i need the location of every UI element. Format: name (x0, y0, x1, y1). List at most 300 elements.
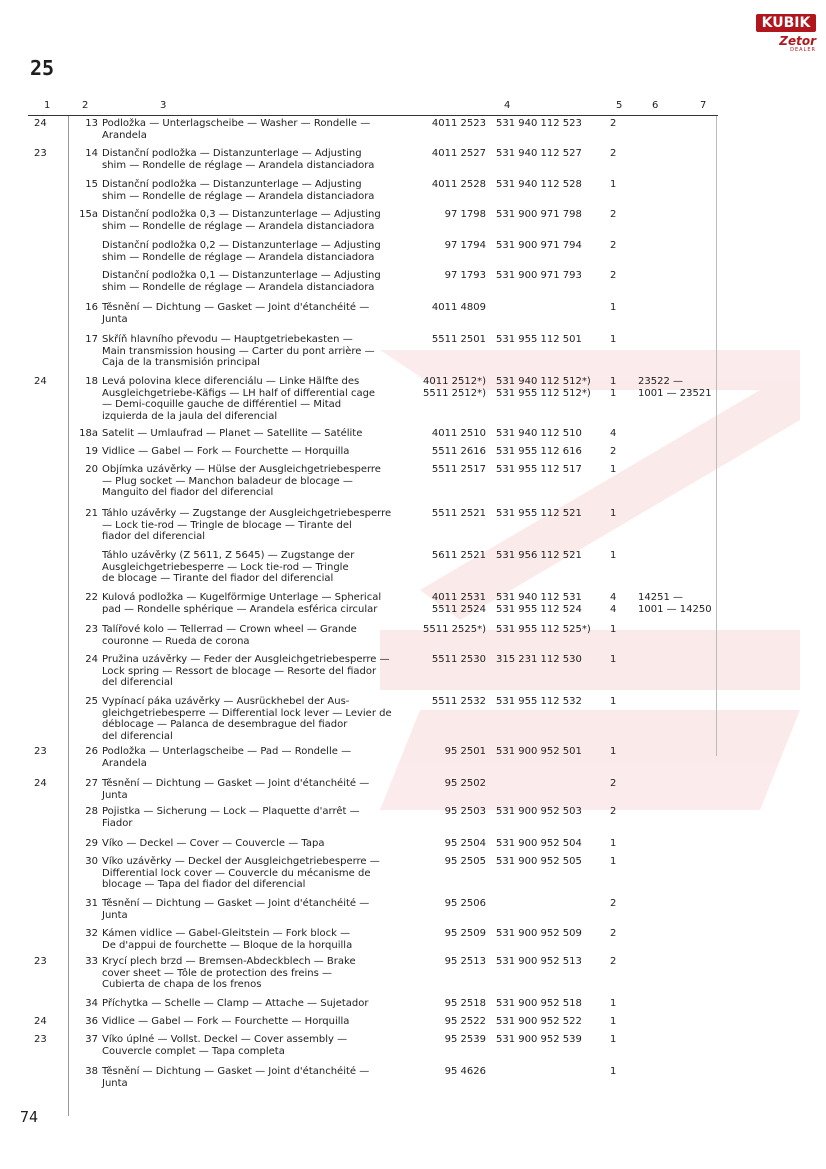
order-number-line: 531 940 112 523 (496, 118, 582, 129)
part-number (422, 209, 486, 221)
position-number: 13 (85, 118, 98, 129)
part-number (422, 838, 486, 850)
quantity-line: 1 (610, 1016, 617, 1027)
part-number-line: 5511 2616 (431, 446, 486, 457)
logo-brand: Zetor (779, 34, 816, 48)
part-description-line: Arandela (102, 757, 147, 769)
quantity-line: 1 (610, 838, 617, 849)
part-number-line: 5511 2524 (431, 603, 486, 615)
part-description-line: Ausgleichgetriebe-Käfigs — LH half of differential cage (102, 387, 376, 399)
quantity (610, 270, 624, 282)
quantity (610, 778, 624, 790)
order-number (496, 209, 596, 221)
part-description-line: — Demi-coquille gauche de différentiel — Mitad (102, 399, 342, 410)
part-description-line: Skříň hlavního převodu — Hauptgetriebekasten — (102, 334, 353, 345)
part-description-line: Podložka — Unterlagscheibe — Washer — Rondelle — (102, 118, 371, 129)
part-description-line: cover sheet — Tôle de protection des freins — (102, 967, 333, 979)
quantity-line: 2 (610, 928, 617, 939)
quantity-line: 1 (610, 654, 617, 665)
part-description-line: de blocage — Tirante del fiador del diferencial (102, 573, 334, 584)
order-number (496, 1016, 596, 1028)
part-number-line: 95 2522 (444, 1016, 486, 1027)
part-description (102, 998, 420, 1010)
part-description-line: Cubierta de chapa de los frenos (102, 979, 262, 990)
part-number (422, 592, 486, 615)
position-number: 25 (85, 696, 98, 707)
part-description-line: Táhlo uzávěrky (Z 5611, Z 5645) — Zugstange der (102, 550, 355, 561)
order-number-line: 531 900 952 501 (496, 746, 582, 757)
quantity-line: 2 (610, 209, 617, 220)
quantity-line: 1 (610, 508, 617, 519)
order-number (496, 746, 596, 758)
order-number-line: 531 955 112 525*) (496, 624, 591, 635)
part-description-line: couronne — Rueda de corona (102, 635, 250, 647)
part-description-line: Junta (102, 1077, 128, 1089)
position-number: 16 (85, 302, 98, 313)
part-description-line: pad — Rondelle sphérique — Arandela esférica circular (102, 603, 378, 615)
quantity-line: 2 (610, 446, 617, 457)
order-number (496, 956, 596, 968)
order-number (496, 446, 596, 458)
part-number-line: 4011 2527 (431, 148, 486, 159)
order-number-line: 531 955 112 501 (496, 334, 582, 345)
column-header-row (0, 100, 826, 114)
part-description-line: Distanční podložka 0,3 — Distanzunterlage — Adjusting (102, 209, 381, 220)
part-description-line: Kámen vidlice — Gabel-Gleitstein — Fork block — (102, 928, 351, 939)
quantity (610, 334, 624, 346)
figure-ref: 24 (34, 376, 47, 387)
serial-range-note (638, 376, 720, 399)
column-header: 7 (700, 100, 707, 111)
part-description (102, 592, 420, 615)
part-number (422, 928, 486, 940)
part-description-line: Junta (102, 313, 128, 325)
part-number-line: 95 2504 (444, 838, 486, 849)
quantity (610, 302, 624, 314)
part-description-line: Satelit — Umlaufrad — Planet — Satellite — Satélite (102, 428, 363, 439)
quantity (610, 209, 624, 221)
part-number-line: 5511 2525*) (423, 624, 486, 635)
part-description (102, 550, 420, 585)
part-description (102, 838, 420, 850)
quantity (610, 118, 624, 130)
order-number-line: 531 955 112 616 (496, 446, 582, 457)
part-description (102, 898, 420, 921)
part-description-line: De d'appui de fourchette — Bloque de la horquilla (102, 939, 353, 951)
part-description (102, 148, 420, 171)
part-description (102, 928, 420, 951)
quantity-line: 4 (610, 592, 617, 603)
part-description (102, 1066, 420, 1089)
part-number-line: 97 1793 (444, 270, 486, 281)
column-header: 5 (616, 100, 623, 111)
quantity (610, 1066, 624, 1078)
part-description-line: del diferencial (102, 677, 173, 688)
part-number-line: 95 2513 (444, 956, 486, 967)
part-number-line: 4011 4809 (431, 302, 486, 313)
part-description-line: shim — Rondelle de réglage — Arandela distanciadora (102, 220, 375, 232)
logo-box: KUBIK (756, 14, 816, 32)
kubik-zetor-logo (756, 14, 816, 53)
part-description-line: Arandela (102, 129, 147, 141)
part-description (102, 806, 420, 829)
part-number (422, 624, 486, 636)
quantity-line: 2 (610, 118, 617, 129)
position-number: 18a (79, 428, 98, 439)
order-number (496, 428, 596, 440)
part-number (422, 746, 486, 758)
part-description-line: Lock spring — Ressort de blocage — Resorte del fiador (102, 665, 377, 677)
part-description (102, 464, 420, 499)
part-number (422, 1066, 486, 1078)
part-number (422, 508, 486, 520)
part-description-line: Těsnění — Dichtung — Gasket — Joint d'étanchéité — (102, 898, 370, 909)
quantity-line: 1 (610, 334, 617, 345)
part-number-line: 95 2502 (444, 778, 486, 789)
quantity (610, 240, 624, 252)
part-number-line: 95 2503 (444, 806, 486, 817)
order-number-line: 531 900 952 518 (496, 998, 582, 1009)
column-header: 6 (652, 100, 659, 111)
position-number: 27 (85, 778, 98, 789)
part-description-line: shim — Rondelle de réglage — Arandela distanciadora (102, 251, 375, 263)
part-number (422, 1034, 486, 1046)
part-description-line: Levá polovina klece diferenciálu — Linke Hälfte des (102, 376, 360, 387)
part-description-line: Junta (102, 909, 128, 921)
position-number: 24 (85, 654, 98, 665)
figure-ref: 24 (34, 778, 47, 789)
quantity (610, 1034, 624, 1046)
part-description-line: Vypínací páka uzávěrky — Ausrückhebel der Aus- (102, 696, 350, 707)
quantity-line: 2 (610, 806, 617, 817)
quantity-line: 2 (610, 778, 617, 789)
order-number-line: 531 900 971 794 (496, 240, 582, 251)
part-number (422, 654, 486, 666)
order-number (496, 270, 596, 282)
part-description-line: Pojistka — Sicherung — Lock — Plaquette d'arrêt — (102, 806, 360, 817)
order-number-line: 531 940 112 528 (496, 179, 582, 190)
part-description (102, 654, 420, 689)
part-number-line: 95 2539 (444, 1034, 486, 1045)
position-number: 37 (85, 1034, 98, 1045)
part-number (422, 1016, 486, 1028)
figure-ref: 24 (34, 1016, 47, 1027)
quantity-line: 1 (610, 464, 617, 475)
quantity-line: 2 (610, 148, 617, 159)
quantity-line: 4 (610, 603, 617, 615)
serial-range-note-line: 1001 — 14250 (638, 603, 712, 615)
part-number-line: 4011 2523 (431, 118, 486, 129)
part-number (422, 240, 486, 252)
order-number (496, 508, 596, 520)
part-number (422, 550, 486, 562)
quantity (610, 148, 624, 160)
part-number-line: 5511 2501 (431, 334, 486, 345)
part-description (102, 209, 420, 232)
part-description-line: Víko — Deckel — Cover — Couvercle — Tapa (102, 838, 325, 849)
part-description (102, 376, 420, 422)
part-number-line: 5511 2517 (431, 464, 486, 475)
part-number (422, 179, 486, 191)
part-number (422, 376, 486, 399)
quantity-line: 1 (610, 746, 617, 757)
quantity (610, 550, 624, 562)
order-number (496, 624, 596, 636)
quantity (610, 838, 624, 850)
quantity (610, 746, 624, 758)
part-description (102, 179, 420, 202)
quantity (610, 998, 624, 1010)
position-number: 31 (85, 898, 98, 909)
order-number-line: 531 900 952 513 (496, 956, 582, 967)
quantity (610, 928, 624, 940)
part-number (422, 696, 486, 708)
part-description (102, 1034, 420, 1057)
part-description-line: Těsnění — Dichtung — Gasket — Joint d'étanchéité — (102, 1066, 370, 1077)
serial-range-note-line: 14251 — (638, 592, 683, 603)
quantity (610, 624, 624, 636)
position-number: 30 (85, 856, 98, 867)
part-description-line: Pružina uzávěrky — Feder der Ausgleichgetriebesperre — (102, 654, 390, 665)
order-number-line: 531 940 112 531 (496, 592, 582, 603)
order-number-line: 531 900 952 509 (496, 928, 582, 939)
part-description-line: Kulová podložka — Kugelförmige Unterlage — Spherical (102, 592, 382, 603)
part-description-line: Víko úplné — Vollst. Deckel — Cover assembly — (102, 1034, 348, 1045)
part-number-line: 95 2509 (444, 928, 486, 939)
part-description-line: Víko uzávěrky — Deckel der Ausgleichgetriebesperre — (102, 856, 380, 867)
quantity (610, 1016, 624, 1028)
part-description-line: shim — Rondelle de réglage — Arandela distanciadora (102, 159, 375, 171)
part-description-line: Junta (102, 789, 128, 801)
order-number (496, 240, 596, 252)
order-number-line: 531 900 952 505 (496, 856, 582, 867)
part-description-line: izquierda de la jaula del diferencial (102, 410, 278, 422)
order-number-line: 531 940 112 512*) (496, 376, 591, 387)
order-number (496, 148, 596, 160)
column-header: 4 (504, 100, 511, 111)
order-number (496, 806, 596, 818)
part-description-line: Fiador (102, 817, 133, 829)
quantity (610, 592, 624, 615)
part-description-line: — Plug socket — Manchon baladeur de blocage — (102, 475, 353, 487)
part-number-line: 95 4626 (444, 1066, 486, 1077)
quantity-line: 2 (610, 956, 617, 967)
order-number-line: 531 900 971 793 (496, 270, 582, 281)
part-description-line: del diferencial (102, 730, 173, 742)
figure-ref: 23 (34, 148, 47, 159)
part-description (102, 1016, 420, 1028)
order-number (496, 376, 596, 399)
quantity-line: 1 (610, 179, 617, 190)
order-number-line: 531 900 952 503 (496, 806, 582, 817)
part-number (422, 806, 486, 818)
order-number (496, 696, 596, 708)
quantity-line: 2 (610, 240, 617, 251)
part-description-line: Vidlice — Gabel — Fork — Fourchette — Horquilla (102, 1016, 350, 1027)
quantity-line: 1 (610, 387, 617, 399)
part-description (102, 302, 420, 325)
part-description-line: Těsnění — Dichtung — Gasket — Joint d'étanchéité — (102, 778, 370, 789)
part-description-line: Manguito del fiador del diferencial (102, 487, 274, 498)
quantity-line: 1 (610, 696, 617, 707)
part-description-line: Distanční podložka 0,2 — Distanzunterlage — Adjusting (102, 240, 381, 251)
header-rule (28, 115, 718, 116)
part-number-line: 97 1798 (444, 209, 486, 220)
position-number: 14 (85, 148, 98, 159)
order-number (496, 592, 596, 615)
part-description-line: gleichgetriebesperre — Differential lock lever — Levier de (102, 707, 392, 719)
position-number: 15a (79, 209, 98, 220)
part-number-line: 4011 2512*) (423, 376, 486, 387)
part-number-line: 5511 2512*) (423, 387, 486, 399)
order-number (496, 179, 596, 191)
section-number: 25 (30, 56, 55, 80)
quantity-line: 1 (610, 550, 617, 561)
part-description (102, 856, 420, 891)
quantity-line: 1 (610, 1066, 617, 1077)
position-number: 20 (85, 464, 98, 475)
quantity-line: 1 (610, 1034, 617, 1045)
figure-ref: 23 (34, 746, 47, 757)
order-number (496, 998, 596, 1010)
order-number-line: 531 940 112 527 (496, 148, 582, 159)
order-number-line: 531 940 112 510 (496, 428, 582, 439)
figure-ref: 24 (34, 118, 47, 129)
part-description-line: Těsnění — Dichtung — Gasket — Joint d'étanchéité — (102, 302, 370, 313)
part-number-line: 97 1794 (444, 240, 486, 251)
part-description (102, 240, 420, 263)
quantity (610, 654, 624, 666)
order-number (496, 118, 596, 130)
part-description-line: Main transmission housing — Carter du pont arrière — (102, 345, 375, 357)
part-description (102, 508, 420, 543)
serial-range-note (638, 592, 720, 615)
part-description-line: blocage — Tapa del fiador del diferencial (102, 879, 306, 890)
quantity (610, 428, 624, 440)
column-header: 3 (160, 100, 167, 111)
part-number (422, 464, 486, 476)
part-number (422, 898, 486, 910)
column-divider (716, 116, 717, 756)
quantity-line: 2 (610, 898, 617, 909)
page-number: 74 (20, 1108, 39, 1126)
part-number-line: 95 2505 (444, 856, 486, 867)
order-number-line: 531 900 952 522 (496, 1016, 582, 1027)
order-number-line: 531 955 112 512*) (496, 387, 591, 399)
quantity (610, 376, 624, 399)
part-description-line: Objímka uzávěrky — Hülse der Ausgleichgetriebesperre (102, 464, 381, 475)
part-description (102, 624, 420, 647)
order-number-line: 531 900 952 504 (496, 838, 582, 849)
order-number (496, 856, 596, 868)
quantity (610, 806, 624, 818)
position-number: 17 (85, 334, 98, 345)
position-number: 26 (85, 746, 98, 757)
quantity (610, 508, 624, 520)
order-number (496, 838, 596, 850)
logo-tagline: DEALER (790, 47, 816, 53)
quantity-line: 1 (610, 624, 617, 635)
position-number: 28 (85, 806, 98, 817)
quantity-line: 4 (610, 428, 617, 439)
quantity-line: 1 (610, 856, 617, 867)
part-description-line: Příchytka — Schelle — Clamp — Attache — Sujetador (102, 998, 369, 1009)
part-number (422, 956, 486, 968)
part-number (422, 428, 486, 440)
column-divider (68, 116, 69, 1116)
part-number-line: 95 2518 (444, 998, 486, 1009)
order-number (496, 928, 596, 940)
position-number: 29 (85, 838, 98, 849)
quantity (610, 446, 624, 458)
part-description (102, 118, 420, 141)
order-number (496, 550, 596, 562)
order-number-line: 315 231 112 530 (496, 654, 582, 665)
part-description-line: Caja de la transmisión principal (102, 357, 260, 368)
part-number (422, 118, 486, 130)
part-number (422, 998, 486, 1010)
part-description-line: Distanční podložka — Distanzunterlage — Adjusting (102, 148, 362, 159)
part-description (102, 270, 420, 293)
part-description-line: déblocage — Palanca de desembrague del fiador (102, 719, 348, 730)
serial-range-note-line: 1001 — 23521 (638, 387, 712, 399)
part-description-line: Differential lock cover — Couvercle du mécanisme de (102, 867, 371, 879)
part-number (422, 148, 486, 160)
part-number (422, 334, 486, 346)
quantity (610, 898, 624, 910)
part-number-line: 4011 2510 (431, 428, 486, 439)
part-description-line: — Lock tie-rod — Tringle de blocage — Tirante del (102, 519, 352, 531)
quantity (610, 956, 624, 968)
part-description-line: shim — Rondelle de réglage — Arandela distanciadora (102, 281, 375, 293)
order-number-line: 531 955 112 517 (496, 464, 582, 475)
part-description-line: Táhlo uzávěrky — Zugstange der Ausgleichgetriebesperre (102, 508, 392, 519)
part-number-line: 4011 2531 (431, 592, 486, 603)
position-number: 22 (85, 592, 98, 603)
part-description-line: Distanční podložka 0,1 — Distanzunterlage — Adjusting (102, 270, 381, 281)
part-description-line: Ausgleichgetriebesperre — Lock tie-rod — Tringle (102, 561, 349, 573)
quantity-line: 1 (610, 998, 617, 1009)
order-number (496, 334, 596, 346)
quantity (610, 696, 624, 708)
quantity-line: 1 (610, 302, 617, 313)
position-number: 32 (85, 928, 98, 939)
part-description (102, 746, 420, 769)
part-number-line: 95 2506 (444, 898, 486, 909)
part-number-line: 95 2501 (444, 746, 486, 757)
part-description-line: Krycí plech brzd — Bremsen-Abdeckblech — Brake (102, 956, 356, 967)
order-number-line: 531 955 112 524 (496, 603, 582, 615)
part-number-line: 4011 2528 (431, 179, 486, 190)
part-number-line: 5611 2521 (431, 550, 486, 561)
part-description (102, 334, 420, 369)
position-number: 18 (85, 376, 98, 387)
part-number (422, 270, 486, 282)
part-number (422, 446, 486, 458)
part-description-line: Couvercle complet — Tapa completa (102, 1045, 285, 1057)
part-number (422, 856, 486, 868)
order-number (496, 654, 596, 666)
order-number (496, 1034, 596, 1046)
part-number (422, 778, 486, 790)
order-number-line: 531 900 971 798 (496, 209, 582, 220)
part-description-line: fiador del diferencial (102, 531, 206, 542)
quantity-line: 1 (610, 376, 617, 387)
part-description (102, 446, 420, 458)
quantity (610, 464, 624, 476)
zetor-watermark (380, 330, 800, 850)
position-number: 34 (85, 998, 98, 1009)
